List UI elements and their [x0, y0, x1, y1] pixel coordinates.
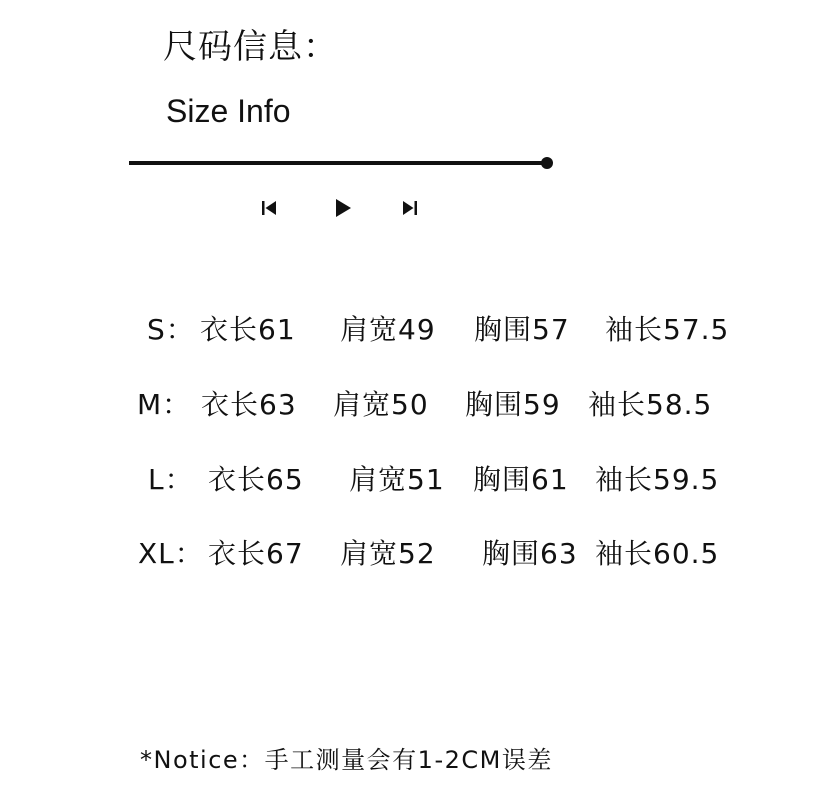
- sleeve-value: 袖长57.5: [605, 313, 730, 346]
- skip-previous-icon[interactable]: [257, 196, 281, 220]
- length-value: 衣长61: [200, 313, 296, 346]
- skip-next-icon[interactable]: [398, 196, 422, 220]
- shoulder-value: 肩宽50: [333, 388, 429, 421]
- play-icon[interactable]: [331, 196, 355, 220]
- length-value: 衣长63: [201, 388, 297, 421]
- sleeve-value: 袖长58.5: [588, 388, 713, 421]
- progress-knob[interactable]: [541, 157, 553, 169]
- size-label: M：: [137, 388, 192, 421]
- shoulder-value: 肩宽49: [340, 313, 436, 346]
- size-label: L：: [148, 463, 194, 496]
- chest-value: 胸围63: [482, 537, 578, 570]
- progress-bar[interactable]: [129, 161, 547, 165]
- length-value: 衣长65: [208, 463, 304, 496]
- chest-value: 胸围61: [473, 463, 569, 496]
- page-title-en: Size Info: [166, 93, 291, 129]
- chest-value: 胸围59: [465, 388, 561, 421]
- size-label: S：: [147, 313, 195, 346]
- measurement-notice: *Notice：手工测量会有1-2CM误差: [140, 746, 553, 774]
- size-label: XL：: [138, 537, 204, 570]
- page-title-cn: 尺码信息：: [163, 27, 338, 67]
- chest-value: 胸围57: [474, 313, 570, 346]
- length-value: 衣长67: [208, 537, 304, 570]
- shoulder-value: 肩宽52: [340, 537, 436, 570]
- size-row-s: [0, 310, 826, 350]
- size-row-xl: [0, 534, 826, 574]
- sleeve-value: 袖长60.5: [595, 537, 720, 570]
- size-row-l: [0, 460, 826, 500]
- sleeve-value: 袖长59.5: [595, 463, 720, 496]
- shoulder-value: 肩宽51: [349, 463, 445, 496]
- size-row-m: [0, 385, 826, 425]
